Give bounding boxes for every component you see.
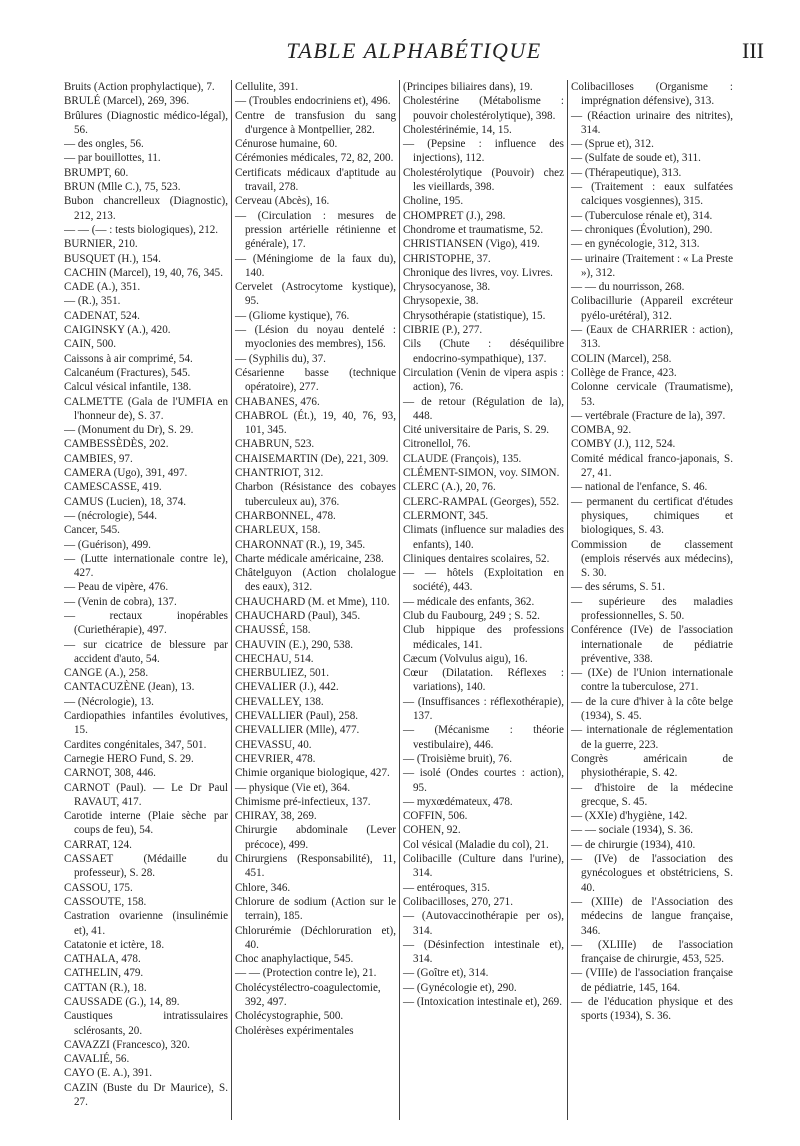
index-entry: Catatonie et ictère, 18.	[64, 938, 165, 951]
index-column-1	[64, 80, 232, 1120]
index-entry: Brûlures (Diagnostic médico-légal), 56.	[64, 109, 228, 136]
index-entry: — (Réaction urinaire des nitrites), 314.	[571, 109, 733, 136]
index-entry: CAMERA (Ugo), 391, 497.	[64, 467, 188, 480]
index-entry: Col vésical (Maladie du col), 21.	[403, 838, 549, 851]
index-entry: CAMUS (Lucien), 18, 374.	[64, 495, 187, 508]
index-entry: — (Nécrologie), 13.	[64, 695, 154, 708]
index-entry: Cliniques dentaires scolaires, 52.	[403, 552, 550, 565]
index-entry: Cils (Chute : déséquilibre endocrino-sympathique), 137.	[403, 338, 564, 365]
index-entry: BRUMPT, 60.	[64, 166, 129, 179]
index-entry: Chrysopexie, 38.	[403, 295, 479, 308]
index-entry: — (Désinfection intestinale et), 314.	[403, 938, 564, 966]
index-entry: CAUSSADE (G.), 14, 89.	[64, 996, 180, 1008]
index-column-3	[400, 80, 568, 1120]
index-entry: Caustiques intratissulaires sclérosants, 20.	[64, 1010, 228, 1037]
index-entry: Castration ovarienne (insulinémie et), 41.	[64, 910, 228, 937]
index-entry: Colibacille (Culture dans l'urine), 314.	[403, 853, 564, 880]
index-entry: CASSAET (Médaille du professeur), S. 28.	[64, 853, 228, 880]
index-entry: CHEVALLIER (Paul), 258.	[235, 710, 359, 723]
index-entry: CHEVALIER (J.), 442.	[235, 681, 339, 694]
index-entry: — vertébrale (Fracture de la), 397.	[571, 409, 726, 422]
index-entry: Certificats médicaux d'aptitude au travail, 278.	[235, 166, 396, 194]
index-entry: Bubon chancrelleux (Diagnostic), 212, 213.	[64, 195, 228, 222]
index-entry: — chroniques (Évolution), 290.	[571, 223, 713, 236]
index-entry: — sur cicatrice de blessure par accident d'auto, 54.	[64, 638, 228, 665]
index-entry: CAMESCASSE, 419.	[64, 481, 162, 494]
index-entry: — de retour (Régulation de la), 448.	[403, 395, 564, 422]
index-entry: Chrysocyanose, 38.	[403, 281, 491, 294]
index-entry: Citronellol, 76.	[403, 438, 471, 451]
index-entry: CARNOT (Paul). — Le Dr Paul RAVAUT, 417.	[64, 781, 228, 808]
index-entry: — permanent du certificat d'études physiques, chimiques et biologiques, S. 43.	[571, 495, 733, 537]
index-entry: Cervelet (Astrocytome kystique), 95.	[235, 281, 396, 308]
index-entry: CHARONNAT (R.), 19, 345.	[235, 538, 366, 551]
index-entry: — rectaux inopérables (Curiethérapie), 497.	[64, 609, 228, 637]
index-entry: CIBRIE (P.), 277.	[403, 324, 483, 337]
index-entry: Cholérèses expérimentales	[235, 1024, 354, 1037]
index-entry: CATHALA, 478.	[64, 953, 141, 966]
index-entry: — — (Protection contre le), 21.	[235, 967, 377, 980]
index-entry: — (Troisième bruit), 76.	[403, 752, 512, 765]
index-entry: Caissons à air comprimé, 54.	[64, 352, 193, 365]
index-entry: CHRISTIANSEN (Vigo), 419.	[403, 238, 540, 251]
index-entry: Calcanéum (Fractures), 545.	[64, 366, 191, 379]
index-entry: — (Gliome kystique), 76.	[235, 309, 350, 322]
index-entry: — (Autovaccinothérapie per os), 314.	[403, 910, 564, 937]
index-entry: — (VIIIe) de l'association française de pédiatrie, 145, 164.	[571, 967, 733, 994]
index-entry: Centre de transfusion du sang d'urgence à Montpellier, 282.	[235, 109, 396, 136]
index-entry: — (Circulation : mesures de pression artérielle rétinienne et générale), 17.	[235, 209, 396, 251]
index-entry: — (Venin de cobra), 137.	[64, 595, 177, 608]
index-entry: CAVALIÉ, 56.	[64, 1053, 130, 1066]
index-entry: Colibacilloses, 270, 271.	[403, 895, 514, 908]
index-columns	[64, 80, 766, 1120]
index-entry: — (XLIIIe) de l'association française de chirurgie, 453, 525.	[571, 938, 733, 966]
index-entry: — (Troubles endocriniens et), 496.	[235, 95, 391, 108]
index-entry: Cholestérine (Métabolisme : pouvoir cholestérolytique), 398.	[403, 95, 564, 122]
index-entry: Calcul vésical infantile, 138.	[64, 381, 192, 394]
index-entry: — supérieure des maladies professionnelles, S. 50.	[571, 595, 733, 622]
index-entry: CAYO (E. A.), 391.	[64, 1067, 153, 1080]
index-entry: CHAISEMARTIN (De), 221, 309.	[235, 452, 389, 465]
index-entry: Cholestérolytique (Pouvoir) chez les vieillards, 398.	[403, 166, 564, 194]
index-entry: Chirurgie abdominale (Lever précoce), 499.	[235, 824, 396, 851]
index-entry: — (Sulfate de soude et), 311.	[571, 152, 701, 165]
index-entry: — myxœdémateux, 478.	[403, 795, 513, 808]
index-entry: Carnegie HERO Fund, S. 29.	[64, 752, 194, 765]
index-entry: Chlore, 346.	[235, 881, 291, 894]
index-entry: CASSOUTE, 158.	[64, 895, 147, 908]
index-entry: — (Goître et), 314.	[403, 967, 489, 980]
index-entry: — urinaire (Traitement : « La Preste »), 312.	[571, 252, 733, 279]
index-entry: Cardiopathies infantiles évolutives, 15.	[64, 710, 228, 737]
index-entry: — en gynécologie, 312, 313.	[571, 238, 700, 251]
index-entry: Choc anaphylactique, 545.	[235, 953, 354, 966]
index-entry: CATHELIN, 479.	[64, 967, 144, 980]
index-entry: Carotide interne (Plaie sèche par coups de feu), 54.	[64, 810, 228, 837]
index-entry: CAVAZZI (Francesco), 320.	[64, 1038, 190, 1051]
index-entry: CHECHAU, 514.	[235, 652, 314, 665]
index-entry: COLIN (Marcel), 258.	[571, 352, 672, 365]
index-entry: — entéroques, 315.	[403, 881, 490, 894]
index-entry: Cérémonies médicales, 72, 82, 200.	[235, 152, 394, 165]
index-entry: CARNOT, 308, 446.	[64, 767, 156, 780]
index-entry: CHEVALLEY, 138.	[235, 695, 324, 708]
index-entry: Chlorure de sodium (Action sur le terrain), 185.	[235, 895, 396, 923]
index-entry: Congrès américain de physiothérapie, S. 42.	[571, 752, 733, 780]
index-entry: CHEVASSU, 40.	[235, 738, 312, 751]
index-entry: CANGE (A.), 258.	[64, 667, 149, 680]
index-entry: CHOMPRET (J.), 298.	[403, 209, 506, 222]
index-entry: (Principes biliaires dans), 19.	[403, 81, 533, 93]
index-entry: Collège de France, 423.	[571, 366, 677, 379]
index-entry: COMBA, 92.	[571, 424, 632, 437]
index-entry: — par bouillottes, 11.	[64, 152, 161, 165]
index-entry: COMBY (J.), 112, 524.	[571, 438, 676, 451]
index-entry: Cæcum (Volvulus aigu), 16.	[403, 652, 528, 665]
index-entry: CHARLEUX, 158.	[235, 524, 321, 537]
index-entry: Comité médical franco-japonais, S. 27, 41.	[571, 452, 733, 480]
index-entry: Cholécystélectro-coagulectomie, 392, 497.	[235, 981, 381, 1008]
page-header	[64, 38, 764, 68]
index-entry: CADENAT, 524.	[64, 309, 140, 322]
index-entry: Châtelguyon (Action cholalogue des eaux), 312.	[235, 567, 396, 594]
index-entry: — Peau de vipère, 476.	[64, 581, 169, 594]
index-entry: — (Syphilis du), 37.	[235, 352, 326, 365]
index-entry: Cité universitaire de Paris, S. 29.	[403, 424, 550, 437]
index-entry: — (Intoxication intestinale et), 269.	[403, 996, 562, 1008]
index-entry: — isolé (Ondes courtes : action), 95.	[403, 767, 564, 794]
index-entry: CLÉMENT-SIMON, voy. SIMON.	[403, 467, 560, 480]
index-entry: — (R.), 351.	[64, 295, 121, 308]
index-entry: CHERBULIEZ, 501.	[235, 667, 329, 680]
index-entry: — (IVe) de l'association des gynécologues et obstétriciens, S. 40.	[571, 853, 733, 894]
index-entry: CLERC-RAMPAL (Georges), 552.	[403, 495, 560, 508]
index-entry: — (Pepsine : influence des injections), 112.	[403, 138, 564, 165]
index-entry: Cholestérinémie, 14, 15.	[403, 123, 512, 136]
index-entry: Commission de classement (emplois réservés aux médecins), S. 30.	[571, 538, 733, 580]
index-entry: Colibacillurie (Appareil excréteur pyélo-urétéral), 312.	[571, 295, 733, 322]
index-entry: COHEN, 92.	[403, 824, 461, 837]
index-entry: CHRISTOPHE, 37.	[403, 252, 491, 265]
index-entry: — (Eaux de CHARRIER : action), 313.	[571, 324, 733, 351]
index-entry: — (nécrologie), 544.	[64, 509, 158, 522]
index-entry: CANTACUZÈNE (Jean), 13.	[64, 681, 195, 694]
index-entry: Cerveau (Abcès), 16.	[235, 195, 330, 208]
index-entry: CHAUVIN (E.), 290, 538.	[235, 638, 354, 651]
index-entry: — (XIIIe) de l'Association des médecins de langue française, 346.	[571, 895, 733, 937]
index-entry: CHAUCHARD (Paul), 345.	[235, 609, 361, 622]
index-entry: Club hippique des professions médicales, 141.	[403, 624, 564, 651]
index-entry: Circulation (Venin de vipera aspis : action), 76.	[403, 366, 564, 394]
index-entry: Chimie organique biologique, 427.	[235, 767, 390, 780]
index-entry: Cardites congénitales, 347, 501.	[64, 738, 207, 751]
index-entry: Choline, 195.	[403, 195, 464, 208]
index-entry: CACHIN (Marcel), 19, 40, 76, 345.	[64, 266, 223, 279]
index-entry: Charbon (Résistance des cobayes tuberculeux au), 376.	[235, 481, 396, 508]
index-entry: CAMBESSÈDÈS, 202.	[64, 438, 169, 451]
index-entry: BUSQUET (H.), 154.	[64, 252, 161, 265]
index-entry: Bruits (Action prophylactique), 7.	[64, 81, 215, 93]
index-entry: — (Mécanisme : théorie vestibulaire), 446.	[403, 724, 564, 751]
index-entry: CADE (A.), 351.	[64, 281, 141, 294]
index-entry: Césarienne basse (technique opératoire), 277.	[235, 366, 396, 394]
index-entry: — — (— : tests biologiques), 212.	[64, 223, 219, 236]
index-entry: — — hôtels (Exploitation en société), 443.	[403, 567, 564, 594]
index-entry: Cœur (Dilatation. Réflexes : variations), 140.	[403, 667, 564, 694]
index-column-4	[568, 80, 736, 1120]
index-entry: — des sérums, S. 51.	[571, 581, 665, 594]
index-entry: CHABROL (Ét.), 19, 40, 76, 93, 101, 345.	[235, 409, 396, 437]
index-entry: — — du nourrisson, 268.	[571, 281, 685, 294]
index-entry: CLAUDE (François), 135.	[403, 452, 522, 465]
index-entry: Chrysothérapie (statistique), 15.	[403, 309, 546, 322]
index-entry: CHANTRIOT, 312.	[235, 467, 324, 480]
index-entry: CHARBONNEL, 478.	[235, 509, 336, 522]
index-entry: Chimisme pré-infectieux, 137.	[235, 795, 371, 808]
index-entry: — (Lésion du noyau dentelé : myoclonies des membres), 156.	[235, 324, 396, 351]
index-entry: Club du Faubourg, 249 ; S. 52.	[403, 609, 540, 622]
index-entry: — internationale de réglementation de la guerre, 223.	[571, 724, 733, 751]
index-entry: CHAUSSÉ, 158.	[235, 624, 311, 637]
index-entry: CLERC (A.), 20, 76.	[403, 481, 496, 494]
index-entry: — national de l'enfance, S. 46.	[571, 481, 708, 494]
index-entry: — (Gynécologie et), 290.	[403, 981, 517, 994]
index-entry: Chlorurémie (Déchloruration et), 40.	[235, 924, 396, 951]
page-number: III	[742, 38, 764, 63]
index-entry: Charte médicale américaine, 238.	[235, 552, 384, 565]
index-entry: BRULÉ (Marcel), 269, 396.	[64, 95, 190, 108]
index-column-2	[232, 80, 400, 1120]
index-entry: — (Thérapeutique), 313.	[571, 166, 682, 179]
index-entry: CALMETTE (Gala de l'UMFIA en l'honneur de), S. 37.	[64, 395, 228, 422]
index-entry: Conférence (IVe) de l'association internationale de pédiatrie préventive, 338.	[571, 624, 733, 665]
index-entry: — (XXIe) d'hygiène, 142.	[571, 810, 688, 823]
index-entry: CHABRUN, 523.	[235, 438, 315, 451]
page-title: TABLE ALPHABÉTIQUE	[286, 38, 542, 63]
index-entry: — d'histoire de la médecine grecque, S. 45.	[571, 781, 733, 808]
index-entry: — (Monument du Dr), S. 29.	[64, 424, 194, 437]
index-entry: CHABANES, 476.	[235, 395, 320, 408]
index-entry: Chirurgiens (Responsabilité), 11, 451.	[235, 853, 396, 880]
index-entry: BRUN (Mlle C.), 75, 523.	[64, 181, 181, 194]
index-entry: CATTAN (R.), 18.	[64, 981, 147, 994]
index-entry: — de l'éducation physique et des sports (1934), S. 36.	[571, 996, 733, 1023]
index-entry: COFFIN, 506.	[403, 810, 468, 823]
index-entry: — (Guérison), 499.	[64, 538, 151, 551]
index-entry: Cellulite, 391.	[235, 81, 299, 93]
index-entry: Climats (influence sur maladies des enfants), 140.	[403, 524, 564, 551]
index-entry: CHAUCHARD (M. et Mme), 110.	[235, 595, 390, 608]
index-entry: CAZIN (Buste du Dr Maurice), S. 27.	[64, 1081, 228, 1109]
index-entry: CHIRAY, 38, 269.	[235, 810, 317, 823]
index-entry: Colonne cervicale (Traumatisme), 53.	[571, 381, 733, 408]
index-entry: — des ongles, 56.	[64, 138, 144, 151]
index-entry: CHEVRIER, 478.	[235, 752, 316, 765]
index-entry: Chronique des livres, voy. Livres.	[403, 266, 553, 279]
index-entry: — (IXe) de l'Union internationale contre la tuberculose, 271.	[571, 667, 733, 694]
index-entry: — (Sprue et), 312.	[571, 138, 654, 151]
index-entry: Cénurose humaine, 60.	[235, 138, 338, 151]
index-entry: — (Insuffisances : réflexothérapie), 137.	[403, 695, 564, 723]
index-entry: — (Méningiome de la faux du), 140.	[235, 252, 396, 279]
index-entry: Cholécystographie, 500.	[235, 1010, 344, 1023]
index-entry: — (Lutte internationale contre le), 427.	[64, 552, 228, 580]
index-entry: CAIN, 500.	[64, 338, 117, 351]
index-entry: — (Traitement : eaux sulfatées calciques vosgiennes), 315.	[571, 181, 733, 208]
index-entry: — de chirurgie (1934), 410.	[571, 838, 696, 851]
index-entry: — (Tuberculose rénale et), 314.	[571, 209, 713, 222]
index-entry: CARRAT, 124.	[64, 838, 132, 851]
index-entry: Cancer, 545.	[64, 524, 120, 537]
index-entry: CAMBIES, 97.	[64, 452, 133, 465]
index-entry: — de la cure d'hiver à la côte belge (1934), S. 45.	[571, 695, 733, 723]
index-entry: CLERMONT, 345.	[403, 509, 489, 522]
index-entry: — physique (Vie et), 364.	[235, 781, 351, 794]
index-entry: CAIGINSKY (A.), 420.	[64, 324, 171, 337]
index-entry: CHEVALLIER (Mlle), 477.	[235, 724, 360, 737]
index-entry: — — sociale (1934), S. 36.	[571, 824, 694, 837]
index-entry: BURNIER, 210.	[64, 238, 138, 251]
index-entry: Chondrome et traumatisme, 52.	[403, 223, 544, 236]
index-entry: — médicale des enfants, 362.	[403, 595, 535, 608]
index-entry: CASSOU, 175.	[64, 881, 133, 894]
index-entry: Colibacilloses (Organisme : imprégnation défensive), 313.	[571, 81, 733, 108]
